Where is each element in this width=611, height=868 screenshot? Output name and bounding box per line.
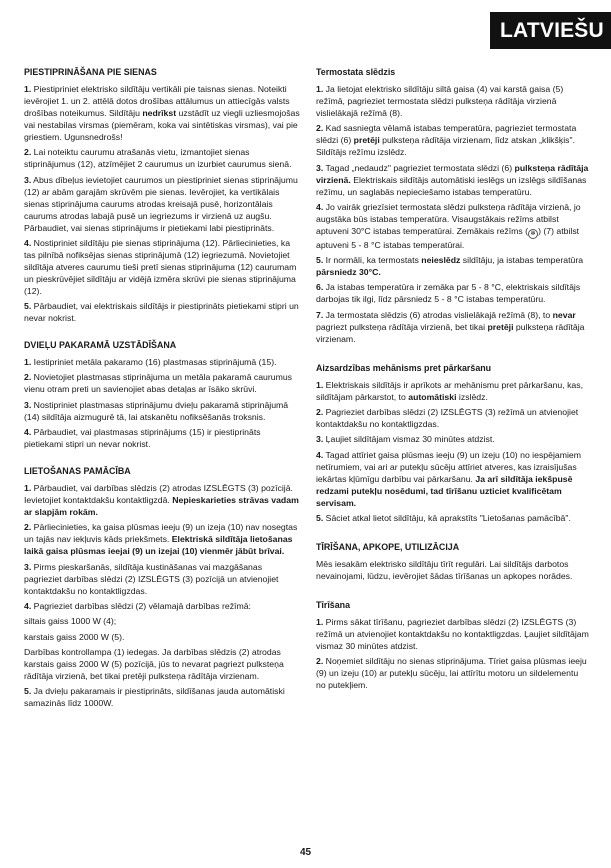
section-title-thermostat: Termostata slēdzis — [316, 67, 396, 77]
paragraph: 1. Pārbaudiet, vai darbības slēdzis (2) atrodas IZSLĒGTS (3) pozīcijā. Ievietojiet kontaktdakšu kontaktligzdā. Nepieskarieties strāvas vadam ar slapjām rokām. — [24, 483, 299, 518]
paragraph: 3. Ļaujiet sildītājam vismaz 30 minūtes atdzist. — [316, 434, 495, 445]
paragraph: 4. Tagad attīriet gaisa plūsmas ieeju (9) un izeju (10) no iespējamiem netīrumiem, vai ari ar putekļu sūcēju attīriet atveres, kas izraisījušas iekārtas kļūmīgu darbību vai pārkaršanu. Ja arī sildītāja iekšpusē redzami putekļu nosēdumi, tad tīrīšanu uzticiet kvalificētam servisam. — [316, 449, 581, 508]
section-title-wall-mounting: PIESTIPRINĀŠANA PIE SIENAS — [24, 67, 157, 77]
paragraph: 6. Ja istabas temperatūra ir zemāka par 5 - 8 °C, elektriskais sildītājs darbojas tik ilgi, līdz pārsniedz 5 - 8 °C istabas temperatūru. — [316, 282, 581, 305]
paragraph: 1. Iestipriniet metāla pakaramo (16) plastmasas stiprinājumā (15). — [24, 357, 277, 368]
paragraph: 2. Lai noteiktu caurumu atrašanās vietu, izmantojiet sienas stiprinājumus (12), atzīmējiet 2 caurumus un izurbiet caurumus sienā. — [24, 147, 292, 170]
paragraph: 2. Pagrieziet darbības slēdzi (2) IZSLĒGTS (3) režīmā un atvienojiet kontaktdakšu no kontaktligzdas. — [316, 407, 579, 430]
paragraph: 5. Ir normāli, ka termostats neieslēdz sildītāju, ja istabas temperatūra pārsniedz 30°C. — [316, 255, 584, 278]
mode-line: siltais gaiss 1000 W (4); — [24, 616, 117, 627]
paragraph: 1. Ja lietojat elektrisko sildītāju siltā gaisa (4) vai karstā gaisa (5) režīmā, pagrieziet termostata slēdzi pulksteņa rādītāja virzienā vislielākajā režīmā (8). — [316, 84, 564, 118]
right-column — [316, 66, 590, 695]
snowflake-icon: ✻ — [528, 229, 538, 239]
paragraph: 1. Pirms sākat tīrīšanu, pagrieziet darbības slēdzi (2) IZSLĒGTS (3) režīmā un atvienojiet kontaktdakšu no kontaktligzdas. Ļaujiet sildītājam vismaz 30 minūtes atdzist. — [316, 616, 589, 651]
paragraph: 4. Nostipriniet sildītāju pie sienas stiprinājuma (12). Pārliecinieties, ka tas pilnībā nofiksējas sienas stiprinājumā (12) iegriezumā. Novietojiet sildītāja atveres caurumu tieši pretī sienas stiprinājuma (12) caurumam un pieskrūvējiet sildītāju ar vidējā izmēra skrūvi pie sienas stiprinājuma (12). — [24, 237, 297, 296]
section-title-overheat-protection: Aizsardzības mehānisms pret pārkaršanu — [316, 362, 492, 373]
paragraph: 2. Noņemiet sildītāju no sienas stiprinājuma. Tīriet gaisa plūsmas ieeju (9) un izeju (10) ar putekļu sūcēju, lai attīrītu motoru un sildelementu no putekļiem. — [316, 656, 587, 691]
section-title-cleaning: Tīrīšana — [316, 599, 351, 610]
paragraph: 3. Tagad „nedaudz" pagrieziet termostata slēdzi (6) pulksteņa rādītāja virzienā. Elektriskais sildītājs automātiski ieslēgs un izslēgs sildīšanas režīmu, un saglabās nepieciešamo istabas temperatūru. — [316, 162, 589, 197]
paragraph: 1. Elektriskais sildītājs ir aprīkots ar mehānismu pret pārkaršanu, kas, sildītājam pārkarstot, to automātiski izslēdz. — [316, 379, 584, 402]
paragraph: Darbības kontrollampa (1) iedegas. Ja darbības slēdzis (2) atrodas karstais gaiss 2000 W (5) pozīcijā, jūs to nevarat pagriezt pulksteņa rādītāja virzienā, bet tikai pretēji pulksteņa rādītāja virzienam. — [24, 646, 284, 681]
paragraph: 7. Ja termostata slēdzis (6) atrodas vislielākajā režīmā (8), to nevar pagriezt pulksteņa rādītāja virzienā, bet tikai pretēji pulksteņa rādītāja virzienam. — [316, 309, 585, 344]
paragraph: 3. Pirms pieskaršanās, sildītāja kustināšanas vai mazgāšanas pagrieziet darbības slēdzi (2) IZSLĒGTS (3) pozīcijā un atvienojiet kontaktdakšu no kontaktligzdas. — [24, 561, 279, 596]
paragraph: 2. Pārliecinieties, ka gaisa plūsmas ieeju (9) un izeja (10) nav nosegtas un tajās nav iekļuvis kāds priekšmets. Elektriskā sildītāja lietošanas laikā gaisa plūsmas ieejai (9) un izejai (10) vienmēr jābūt brīvai. — [24, 522, 298, 557]
paragraph: Mēs iesakām elektrisko sildītāju tīrīt regulāri. Lai sildītājs darbotos nevainojami, lūdzu, ievērojiet šādas tīrīšanas un apkopes norādes. — [316, 558, 573, 581]
paragraph: 3. Nostipriniet plastmasas stiprinājumu dvieļu pakaramā stiprinājumā (14) sildītāja aizmugurē tā, lai atskanētu nofiksēšanās troksnis. — [24, 399, 289, 422]
paragraph: 5. Ja dvieļu pakaramais ir piestiprināts, sildīšanas jauda automātiski samazinās līdz 1000W. — [24, 686, 285, 709]
section-title-towel-hanger: DVIEĻU PAKARAMĀ UZSTĀDĪŠANA — [24, 340, 177, 351]
paragraph: 3. Abus dībeļus ievietojiet caurumos un piestipriniet sienas stiprinājumu (12) ar abām garajām skrūvēm pie sienas. Ievērojiet, ka vertikālais sienas stiprinājuma caurums atrodas kreisajā pusē, horizontālais caurums atrodas labajā pusē un iegriezums ir virzienā uz augšu. Pārbaudiet, vai sienas stiprinājums ir pietiekami labi piestiprināts. — [24, 174, 298, 233]
mode-line: karstais gaiss 2000 W (5). — [24, 631, 125, 642]
paragraph: 1. Piestipriniet elektrisko sildītāju vertikāli pie taisnas sienas. Noteikti ievērojiet 1. un 2. attēlā dotos drošības attālumus un attiecīgās valsts drošības noteikumus. Sildītāju nedrīkst uzstādīt uz viegli uzliesmojošas vai nestabilas virsmas (piemēram, koka vai sintētiskas virsmas), vai pie griestiem. Ugunsnedrošs! — [24, 84, 300, 142]
language-tab: LATVIEŠU — [490, 12, 611, 49]
paragraph: 2. Kad sasniegta vēlamā istabas temperatūra, pagrieziet termostata slēdzi (6) pretēji pulksteņa rādītāja virzienam, līdz atskan „klikšķis". Sildītājs režīmu izslēdz. — [316, 123, 577, 158]
section-title-cleaning-maintenance: TĪRĪŠANA, APKOPE, UTILIZĀCIJA — [316, 541, 460, 552]
page-number: 45 — [299, 847, 312, 858]
left-column — [24, 66, 301, 712]
paragraph: 4. Jo vairāk griezīsiet termostata slēdzi pulksteņa rādītāja virzienā, jo augstāka būs istabas temperatūra. Visaugstākais režīms atbilst aptuveni 30°C istabas temperatūrai. Zemākais režīms ( ✻ ) (7) atbilst aptuveni 5 - 8 °C istabas temperatūrai. — [316, 201, 581, 250]
paragraph: 2. Novietojiet plastmasas stiprinājuma un metāla pakaramā caurumus vienu otram preti un savienojiet abas detaļas ar īsāko skrūvi. — [24, 372, 292, 395]
paragraph: 4. Pagrieziet darbības slēdzi (2) vēlamajā darbības režīmā: — [24, 600, 251, 611]
paragraph: 5. Pārbaudiet, vai elektriskais sildītājs ir piestiprināts pietiekami stipri un nevar nokrist. — [24, 301, 299, 324]
paragraph: 4. Pārbaudiet, vai plastmasas stiprinājums (15) ir piestiprināts pietiekami stipri un nevar nokrist. — [24, 427, 261, 450]
section-title-usage-instructions: LIETOŠANAS PAMĀCĪBA — [24, 466, 131, 477]
paragraph: 5. Sāciet atkal lietot sildītāju, kā aprakstīts "Lietošanas pamācībā". — [316, 512, 571, 523]
